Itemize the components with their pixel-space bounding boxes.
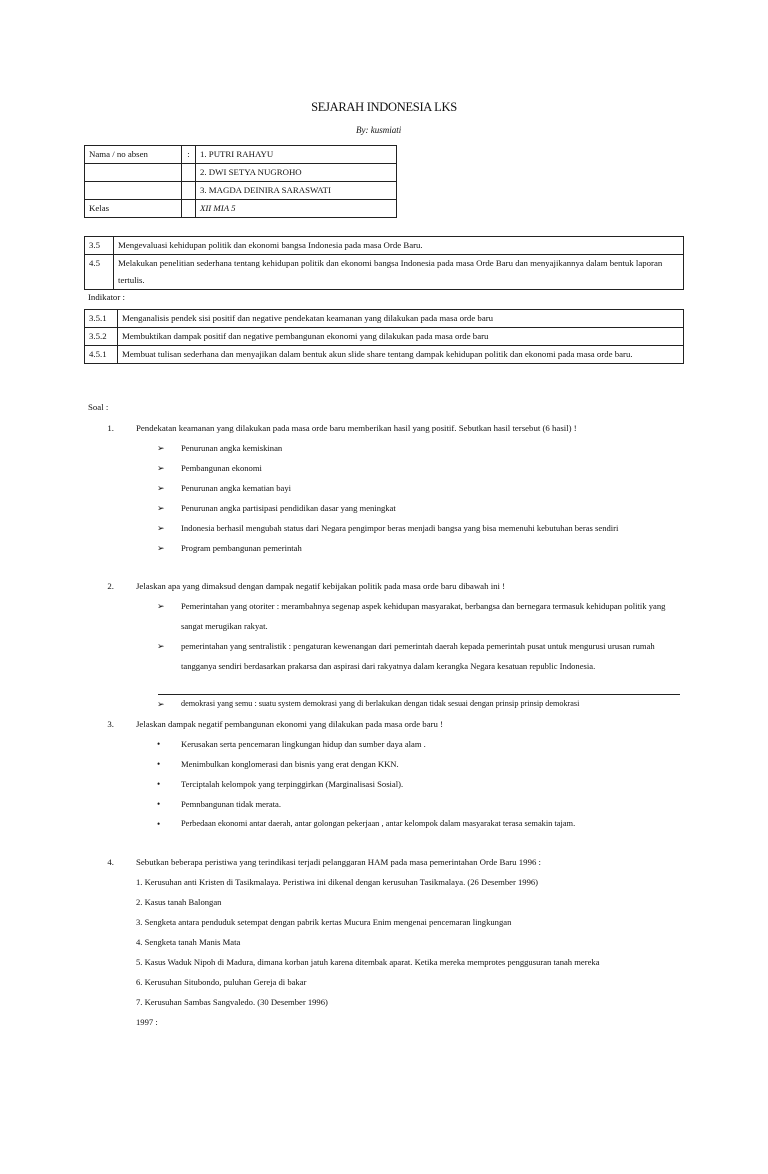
list-item: • Pemnbangunan tidak merata. [181, 794, 681, 814]
indicator-text: Menganalisis pendek sisi positif dan negative pendekatan keamanan yang dilakukan pada masa orde baru [118, 310, 684, 328]
arrow-bullet-icon: ➢ [157, 463, 165, 473]
list-item: 5. Kasus Waduk Nipoh di Madura, dimana korban jatuh karena ditembak aparat. Ketika mereka memprotes penggusuran tanah mereka [136, 957, 600, 967]
arrow-bullet-icon: ➢ [157, 503, 165, 513]
competency-text: Mengevaluasi kehidupan politik dan ekonomi bangsa Indonesia pada masa Orde Baru. [114, 237, 684, 255]
list-item: • Menimbulkan konglomerasi dan bisnis yang erat dengan KKN. [181, 754, 681, 774]
member-name: 1. PUTRI RAHAYU [196, 146, 397, 164]
arrow-bullet-icon: ➢ [157, 443, 165, 453]
arrow-bullet-icon: ➢ [157, 699, 165, 709]
indicator-code: 3.5.1 [85, 310, 118, 328]
arrow-bullet-icon: ➢ [157, 601, 165, 611]
question-4 [90, 852, 690, 872]
list-item: ➢ Pembangunan ekonomi [181, 458, 681, 478]
competency-code: 3.5 [85, 237, 114, 255]
list-item: ➢ demokrasi yang semu : suatu system demokrasi yang di berlakukan dengan tidak sesuai dengan prinsip prinsip demokrasi [181, 694, 681, 714]
list-item: ➢ Penurunan angka kemiskinan [181, 438, 681, 458]
document-title: SEJARAH INDONESIA LKS [311, 100, 457, 114]
question-text: Jelaskan apa yang dimaksud dengan dampak negatif kebijakan politik pada masa orde baru dibawah ini ! [136, 581, 506, 591]
table-row [85, 146, 397, 164]
question-text: Pendekatan keamanan yang dilakukan pada masa orde baru memberikan hasil yang positif. Sebutkan hasil tersebut (6 hasil) ! [136, 423, 577, 433]
indicator-code: 3.5.2 [85, 328, 118, 346]
answer-list-3 [157, 734, 681, 834]
list-item: 1. Kerusuhan anti Kristen di Tasikmalaya. Peristiwa ini dikenal dengan kerusuhan Tasikmalaya. (26 Desember 1996) [136, 877, 539, 887]
empty-cell [85, 182, 182, 200]
kelas-label: Kelas [85, 200, 182, 218]
soal-label: Soal : [88, 402, 109, 412]
dot-bullet-icon: • [157, 739, 161, 749]
question-text: Jelaskan dampak negatif pembangunan ekonomi yang dilakukan pada masa orde baru ! [136, 719, 444, 729]
answer-list-1 [157, 438, 681, 558]
list-item: ➢ Pemerintahan yang otoriter : merambahnya segenap aspek kehidupan masyarakat, berbangsa dan bernegara termasuk kehidupan politik yang sangat merugikan rakyat. [181, 596, 681, 636]
list-item: ➢ Penurunan angka partisipasi pendidikan dasar yang meningkat [181, 498, 681, 518]
question-2 [90, 576, 690, 596]
list-item: 7. Kerusuhan Sambas Sangvaledo. (30 Desember 1996) [136, 997, 328, 1007]
list-item: ➢ Program pembangunan pemerintah [181, 538, 681, 558]
competency-text: Melakukan penelitian sederhana tentang kehidupan politik dan ekonomi bangsa Indonesia pada masa Orde Baru dan menyajikannya dalam bentuk laporan tertulis. [114, 255, 684, 290]
list-item: 6. Kerusuhan Situbondo, puluhan Gereja di bakar [136, 977, 307, 987]
member-name: 3. MAGDA DEINIRA SARASWATI [196, 182, 397, 200]
identity-table [84, 145, 397, 218]
document-author: By: kusmiati [356, 125, 402, 135]
question-text: Sebutkan beberapa peristiwa yang terindikasi terjadi pelanggaran HAM pada masa pemerintahan Orde Baru 1996 : [136, 857, 542, 867]
question-3 [90, 714, 690, 734]
kelas-value: XII MIA 5 [196, 200, 397, 218]
dot-bullet-icon: • [157, 759, 161, 769]
dot-bullet-icon: • [157, 799, 161, 809]
empty-cell [182, 200, 196, 218]
question-number: 1. [107, 423, 114, 433]
table-row [85, 346, 684, 364]
list-item: ➢ pemerintahan yang sentralistik : pengaturan kewenangan dari pemerintah daerah kepada pemerintah pusat untuk mengurusi urusan rumah tangganya sendiri berdasarkan prakarsa dan aspirasi dari rakyatnya dalam kerangka Negara kesatuan republic Indonesia. [181, 636, 681, 676]
table-row [85, 328, 684, 346]
list-item: 3. Sengketa antara penduduk setempat dengan pabrik kertas Mucura Enim mengenai pencemaran lingkungan [136, 917, 512, 927]
empty-cell [182, 182, 196, 200]
answer-list-4 [136, 872, 681, 1032]
list-item: 1997 : [136, 1017, 158, 1027]
table-row [85, 310, 684, 328]
member-name: 2. DWI SETYA NUGROHO [196, 164, 397, 182]
table-row [85, 200, 397, 218]
list-item: • Terciptalah kelompok yang terpinggirkan (Marginalisasi Sosial). [181, 774, 681, 794]
list-item: 4. Sengketa tanah Manis Mata [136, 937, 241, 947]
table-row [85, 255, 684, 290]
question-number: 3. [107, 719, 114, 729]
arrow-bullet-icon: ➢ [157, 641, 165, 651]
dot-bullet-icon: • [157, 779, 161, 789]
arrow-bullet-icon: ➢ [157, 543, 165, 553]
indicator-label: Indikator : [88, 292, 125, 302]
competency-table [84, 236, 684, 290]
answer-list-2 [157, 596, 681, 676]
empty-cell [182, 164, 196, 182]
question-number: 2. [107, 581, 114, 591]
list-item: ➢ Penurunan angka kematian bayi [181, 478, 681, 498]
question-number: 4. [107, 857, 114, 867]
indicator-text: Membuktikan dampak positif dan negative pembangunan ekonomi yang dilakukan pada masa orde baru [118, 328, 684, 346]
empty-cell [85, 164, 182, 182]
answer-list-2b [157, 694, 681, 714]
dot-bullet-icon: • [157, 819, 161, 829]
question-1 [90, 418, 690, 438]
list-item: ➢ Indonesia berhasil mengubah status dari Negara pengimpor beras menjadi bangsa yang bisa memenuhi kebutuhan beras sendiri [181, 518, 681, 538]
nama-label: Nama / no absen [85, 146, 182, 164]
table-row [85, 164, 397, 182]
indicator-table [84, 309, 684, 364]
arrow-bullet-icon: ➢ [157, 483, 165, 493]
indicator-code: 4.5.1 [85, 346, 118, 364]
list-item: • Kerusakan serta pencemaran lingkungan hidup dan sumber daya alam . [181, 734, 681, 754]
table-row [85, 182, 397, 200]
list-item: 2. Kasus tanah Balongan [136, 897, 222, 907]
indicator-text: Membuat tulisan sederhana dan menyajikan dalam bentuk akun slide share tentang dampak kehidupan politik dan ekonomi pada masa orde baru. [118, 346, 684, 364]
list-item: • Perbedaan ekonomi antar daerah, antar golongan pekerjaan , antar kelompok dalam masyarakat terasa semakin tajam. [181, 814, 681, 834]
arrow-bullet-icon: ➢ [157, 523, 165, 533]
competency-code: 4.5 [85, 255, 114, 290]
table-row [85, 237, 684, 255]
colon: : [182, 146, 196, 164]
